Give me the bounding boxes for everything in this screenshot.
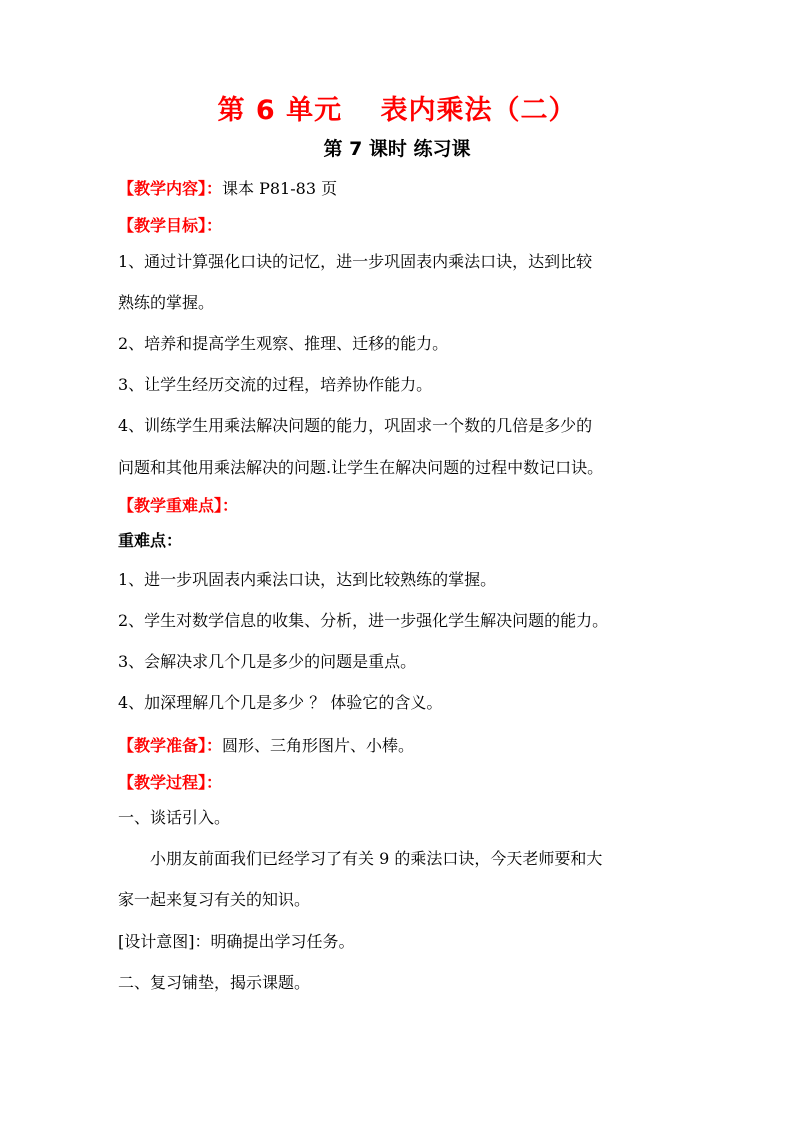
objective-line: 4、训练学生用乘法解决问题的能力，巩固求一个数的几倍是多少的 xyxy=(118,416,593,435)
objective-line: 3、让学生经历交流的过程，培养协作能力。 xyxy=(118,375,433,394)
unit-title: 第 6 单元 表内乘法（二） xyxy=(217,95,577,126)
key-point-line: 1、进一步巩固表内乘法口诀，达到比较熟练的掌握。 xyxy=(118,570,497,589)
objective-line: 问题和其他用乘法解决的问题.让学生在解决问题的过程中数记口诀。 xyxy=(118,458,604,477)
objective-line: 熟练的掌握。 xyxy=(118,293,215,312)
content-row xyxy=(118,178,688,200)
preparation-text: 圆形、三角形图片、小棒。 xyxy=(222,736,415,755)
key-point-line: 2、学生对数学信息的收集、分析，进一步强化学生解决问题的能力。 xyxy=(118,611,609,630)
paragraph-line: 家一起来复习有关的知识。 xyxy=(118,890,311,909)
objective-line: 2、培养和提高学生观察、推理、迁移的能力。 xyxy=(118,334,449,353)
key-point-line: 4、加深理解几个几是多少 ？ 体验它的含义。 xyxy=(118,693,443,712)
key-points-sublabel: 重难点： xyxy=(118,531,183,550)
preparation-label: 【教学准备】： xyxy=(118,736,223,755)
preparation-row xyxy=(118,735,688,757)
key-point-line: 3、会解决求几个几是多少的问题是重点。 xyxy=(118,652,417,671)
content-text: 课本 P81-83 页 xyxy=(222,179,338,198)
key-points-label: 【教学重难点】： xyxy=(118,496,239,515)
design-intent: [设计意图]：明确提出学习任务。 xyxy=(118,932,355,951)
objective-line: 1、通过计算强化口诀的记忆，进一步巩固表内乘法口诀，达到比较 xyxy=(118,252,593,271)
process-label: 【教学过程】： xyxy=(118,773,223,792)
objectives-label: 【教学目标】： xyxy=(118,216,223,235)
paragraph-line: 小朋友前面我们已经学习了有关 9 的乘法口诀，今天老师要和大 xyxy=(150,849,603,868)
lesson-subtitle: 第 7 课时 练习课 xyxy=(323,138,471,160)
section-heading: 二、复习铺垫，揭示课题。 xyxy=(118,973,311,992)
section-heading: 一、谈话引入。 xyxy=(118,808,231,827)
content-label: 【教学内容】： xyxy=(118,179,223,198)
